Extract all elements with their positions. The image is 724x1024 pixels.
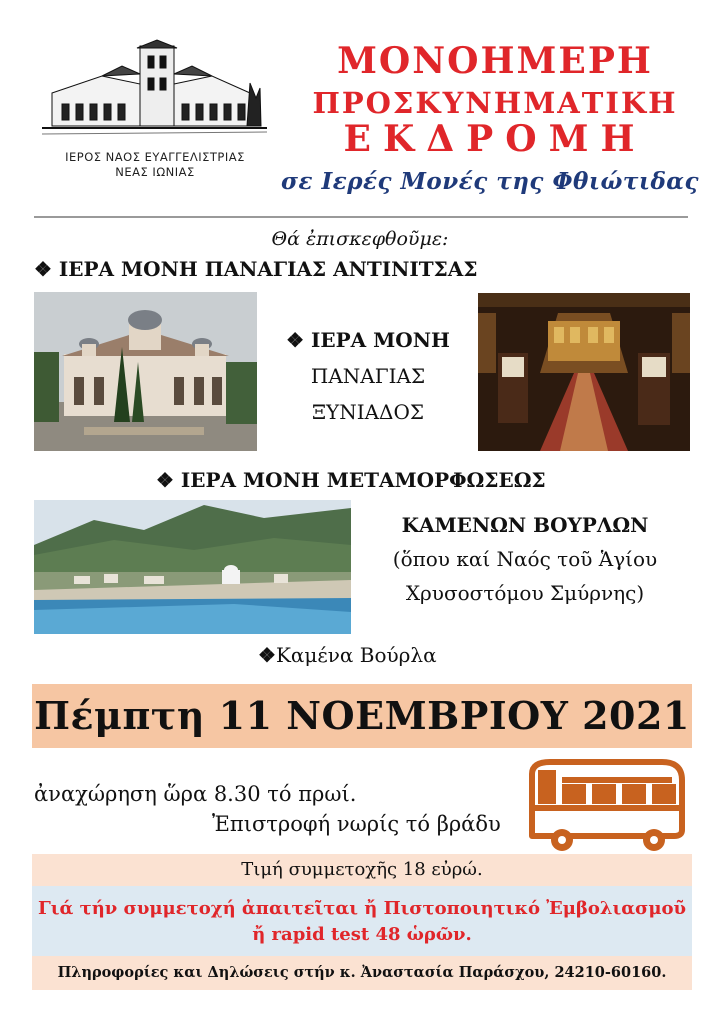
title-line1: ΜΟΝΟΗΜΕΡΗ — [337, 40, 653, 82]
church-logo — [42, 38, 267, 150]
visit-item-antinitsa — [34, 257, 634, 281]
subtitle: σε Ιερές Μονές της Φθιώτιδας — [281, 168, 699, 195]
visit-note-line2: Χρυσοστόμου Σμύρνης) — [405, 581, 645, 605]
requirement-line1: Γιά τήν συμμετοχή ἀπαιτεῖται ἤ Πιστοποιητικό Ἐμβολιασμοῦ — [38, 898, 686, 919]
church-caption-line2: ΝΕΑΣ ΙΩΝΙΑΣ — [115, 165, 195, 179]
date-band — [32, 684, 692, 748]
info-band — [32, 956, 692, 990]
church-caption-line1: ΙΕΡΟΣ ΝΑΟΣ ΕΥΑΓΓΕΛΙΣΤΡΙΑΣ — [65, 150, 245, 164]
visit-item-metamorfoseos-line2: ΚΑΜΕΝΩΝ ΒΟΥΡΛΩΝ — [401, 513, 649, 537]
bullet-icon: ❖ — [258, 643, 276, 667]
info-text: Πληροφορίες και Δηλώσεις στήν κ. Ἀναστασία Παράσχου, 24210-60160. — [57, 964, 667, 981]
visit-item-metamorfoseos-details — [360, 508, 690, 610]
divider — [34, 216, 688, 218]
trip-date: Πέμπτη 11 ΝΟΕΜΒΡΙΟΥ 2021 — [34, 693, 690, 738]
bus-icon — [522, 756, 690, 854]
departure-time: ἀναχώρηση ὥρα 8.30 τό πρωί. — [34, 782, 357, 806]
price-text: Τιμή συμμετοχῆς 18 εὐρώ. — [241, 859, 483, 880]
return-time: Ἐπιστροφή νωρίς τό βράδυ — [212, 812, 501, 836]
visit-item-metamorfoseos — [156, 468, 676, 492]
church-caption — [30, 150, 280, 180]
bullet-icon: ❖ — [34, 257, 52, 281]
visit-item-antinitsa-label: ΙΕΡΑ ΜΟΝΗ ΠΑΝΑΓΙΑΣ ΑΝΤΙΝΙΤΣΑΣ — [58, 257, 478, 281]
visit-item-xyniados-line3: ΞΥΝΙΑΔΟΣ — [311, 400, 425, 424]
photo-antinitsa-monastery — [34, 292, 257, 451]
visit-item-kamena-vourla — [258, 643, 558, 667]
visit-item-kamena-vourla-label: Καμένα Βούρλα — [275, 643, 437, 667]
price-band — [32, 854, 692, 886]
church-drawing-icon — [42, 38, 267, 150]
visit-item-xyniados — [268, 322, 468, 430]
photo-kamena-vourla-coast — [34, 500, 351, 634]
title-line2: ΠΡΟΣΚΥΝΗΜΑΤΙΚΗ — [312, 86, 678, 120]
visit-item-metamorfoseos-line1: ΙΕΡΑ ΜΟΝΗ ΜΕΤΑΜΟΡΦΩΣΕΩΣ — [180, 468, 546, 492]
bullet-icon: ❖ — [286, 328, 305, 352]
visits-intro: Θά ἐπισκεφθοῦμε: — [271, 228, 449, 250]
title-line3: ΕΚΔΡΟΜΗ — [343, 118, 647, 160]
visit-note-line1: (ὅπου καί Ναός τοῦ Ἁγίου — [392, 547, 658, 571]
photo-xyniados-interior — [478, 293, 690, 451]
visit-item-xyniados-line2: ΠΑΝΑΓΙΑΣ — [310, 364, 426, 388]
requirement-line2: ἤ rapid test 48 ὡρῶν. — [252, 924, 472, 945]
bullet-icon: ❖ — [156, 468, 174, 492]
visit-item-xyniados-line1: ΙΕΡΑ ΜΟΝΗ — [311, 328, 450, 352]
requirement-band — [32, 886, 692, 956]
